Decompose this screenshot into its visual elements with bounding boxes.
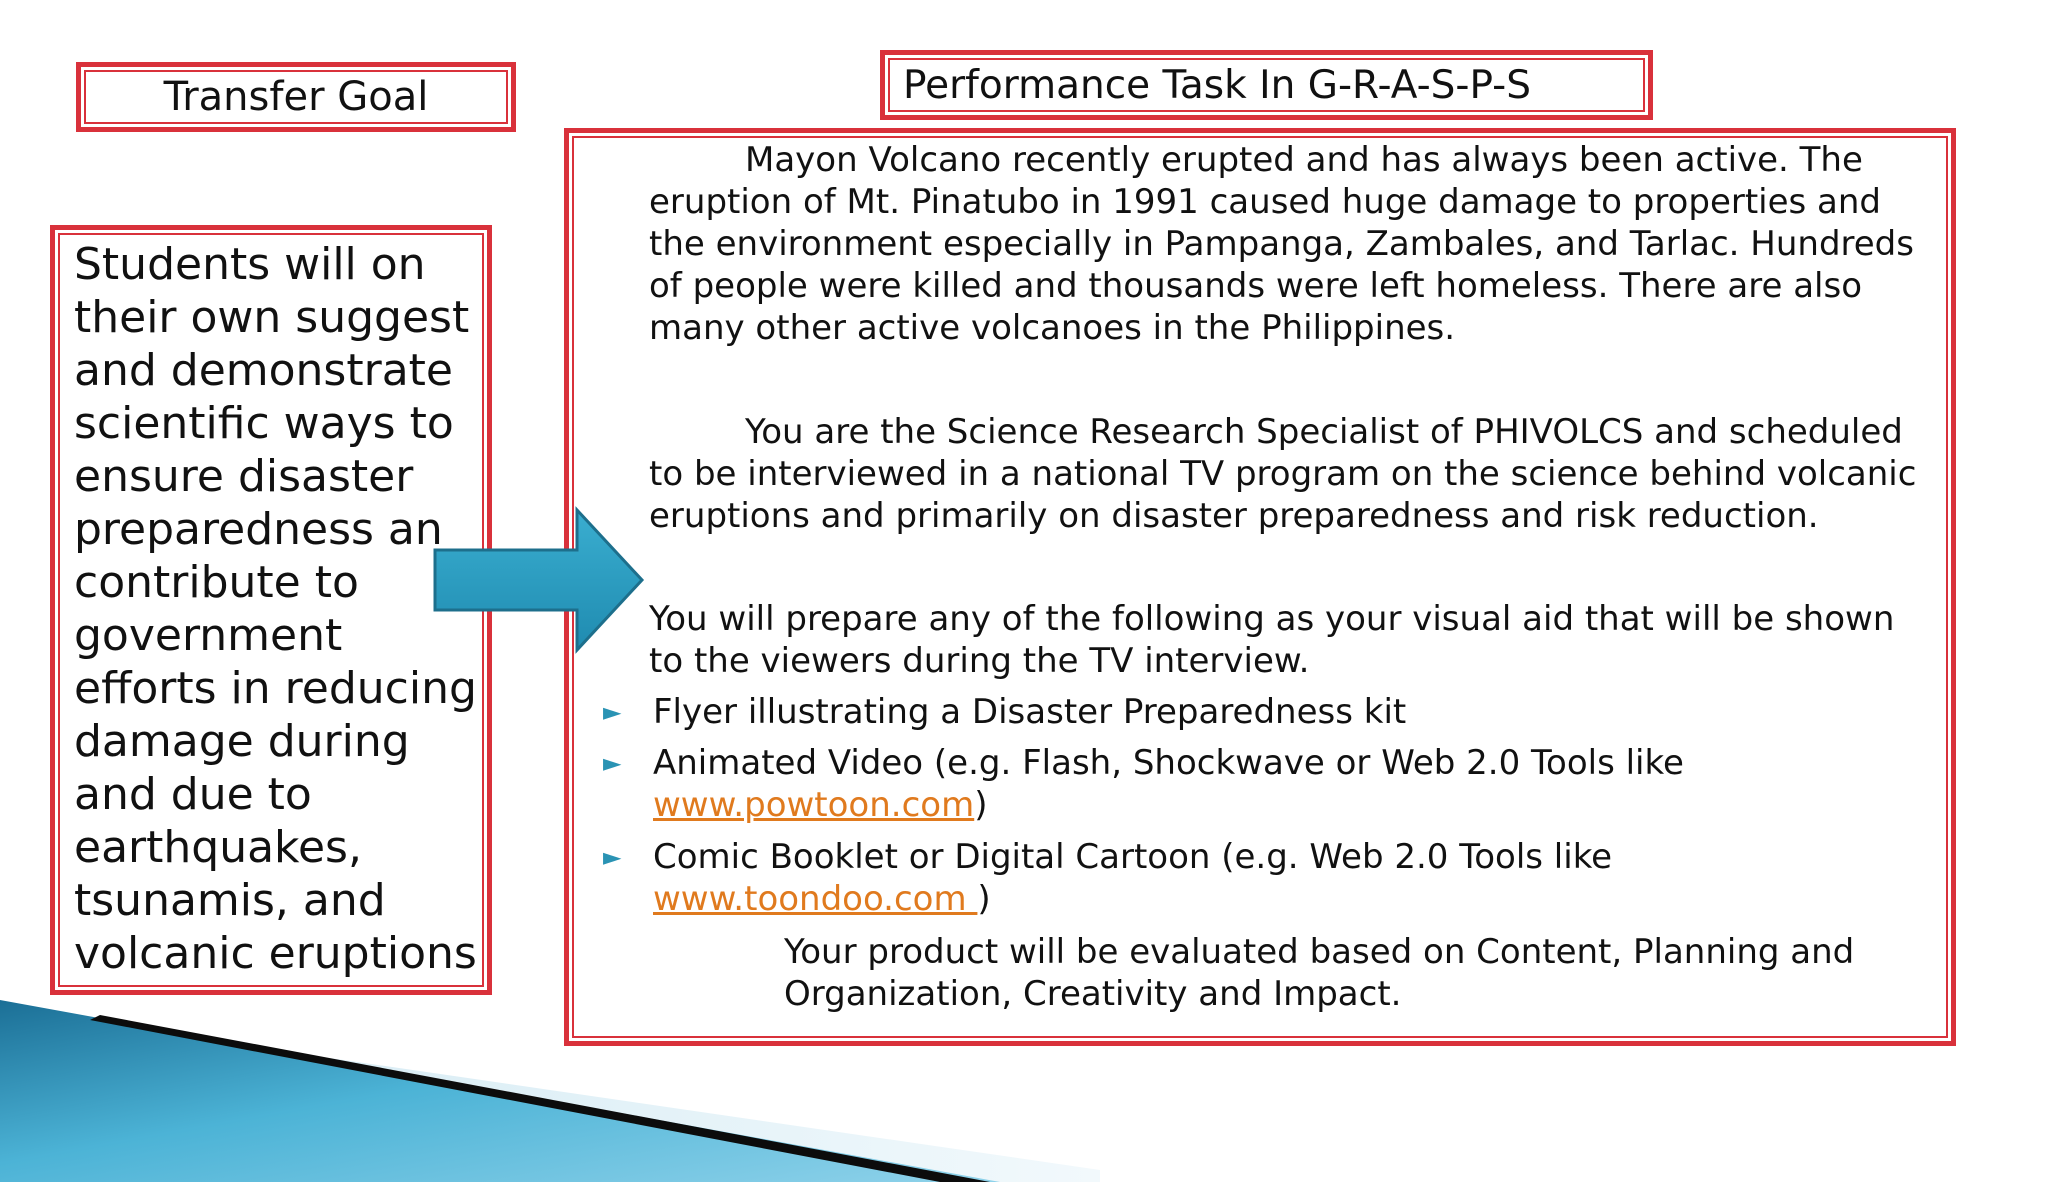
transfer-goal-box [50,225,492,995]
triangle-bullet-icon: ► [603,698,622,726]
list-item [599,691,1919,733]
performance-task-title-box [880,50,1653,120]
list-item-suffix: ) [974,785,988,825]
list-item [599,836,1919,920]
toondoo-link[interactable]: www.toondoo.com [653,879,978,919]
list-item-label: Comic Booklet or Digital Cartoon (e.g. Web 2.0 Tools like [653,837,1613,877]
list-item-suffix: ) [977,879,991,919]
transfer-goal-title: Transfer Goal [163,74,429,120]
transfer-goal-title-box [76,62,516,132]
list-item-text [653,742,1919,826]
decorative-swoosh [0,960,1100,1182]
list-item-text [653,836,1919,920]
evaluation-note: Your product will be evaluated based on Content, Planning and Organization, Creativity and Impact. [784,932,1855,1014]
role-paragraph: You are the Science Research Specialist of PHIVOLCS and scheduled to be interviewed in a national TV program on the science behind volcanic eruptions and primarily on disaster preparedness and risk reduction. [649,412,1917,536]
list-item-label: Animated Video (e.g. Flash, Shockwave or Web 2.0 Tools like [653,743,1684,783]
performance-task-title: Performance Task In G-R-A-S-P-S [903,62,1531,108]
performance-task-box [564,128,1956,1046]
triangle-bullet-icon: ► [603,843,622,871]
triangle-bullet-icon: ► [603,749,622,777]
product-paragraph: You will prepare any of the following as your visual aid that will be shown to the viewers during the TV interview. [649,599,1895,681]
list-item [599,742,1919,826]
situation-paragraph: Mayon Volcano recently erupted and has always been active. The eruption of Mt. Pinatubo in 1991 caused huge damage to properties and the environment especially in Pampanga, Zambales, and Tarlac. Hundreds of people were killed and thousands were left homeless. There are also many other active volcanoes in the Philippines. [649,140,1914,348]
transfer-goal-text: Students will on their own suggest and demonstrate scientific ways to ensure disaster preparedness an contribute to government efforts in reducing damage during and due to earthquakes, tsunamis, and volcanic eruptions [74,239,477,979]
powtoon-link[interactable]: www.powtoon.com [653,785,975,825]
list-item-text: Flyer illustrating a Disaster Preparedness kit [653,692,1407,732]
right-arrow-icon [430,505,650,655]
